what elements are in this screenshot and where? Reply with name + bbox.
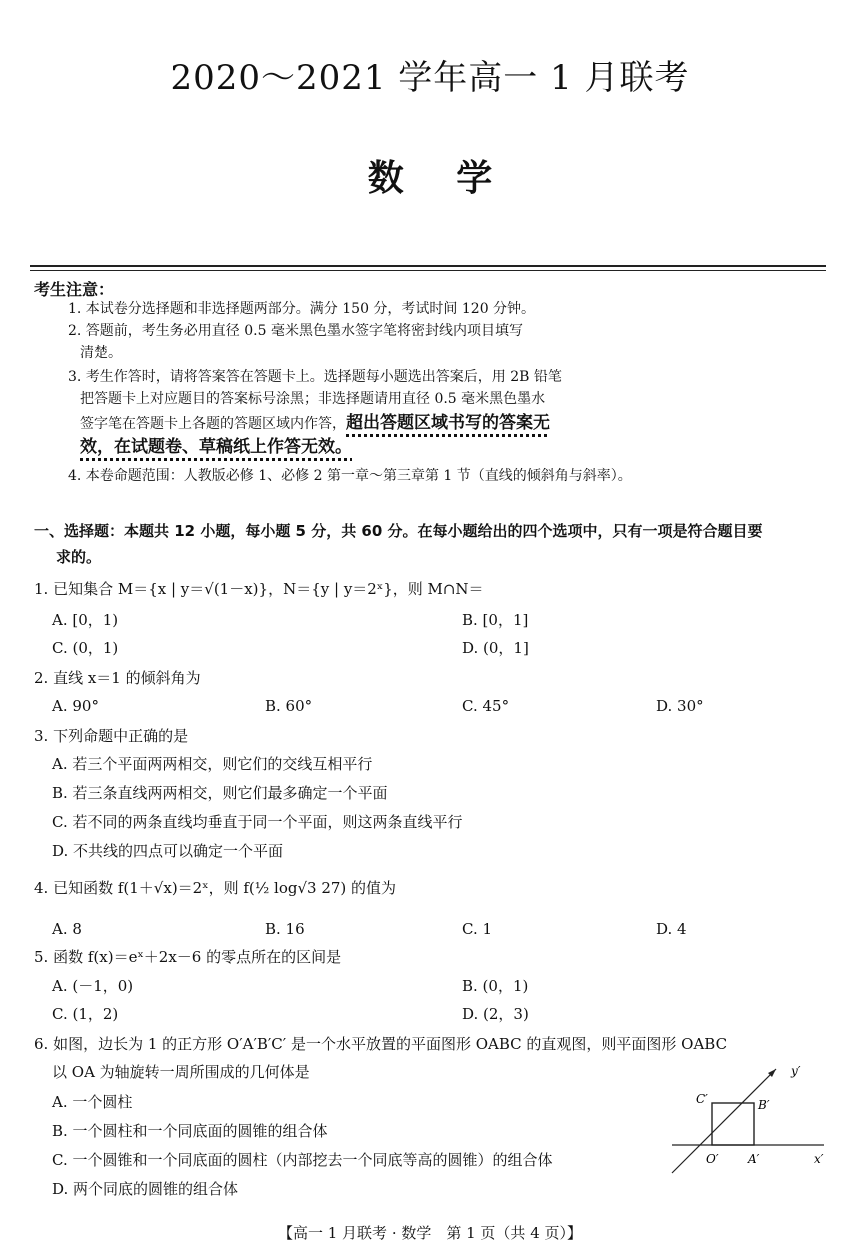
q4-option-a: A. 8 — [52, 920, 82, 938]
notice-item-1: 1. 本试卷分选择题和非选择题两部分。满分 150 分，考试时间 120 分钟。 — [68, 301, 536, 317]
subject-title: 数 学 — [367, 158, 493, 199]
notice-emphasis-1: 超出答题区域书写的答案无 — [346, 413, 550, 433]
q4-option-d: D. 4 — [656, 920, 687, 938]
oblique-diagram-figure — [664, 1063, 828, 1175]
notice-item-3-cont1: 把答题卡上对应题目的答案标号涂黑；非选择题请用直径 0.5 毫米黑色墨水 — [80, 391, 546, 407]
question-2-stem: 2. 直线 x＝1 的倾斜角为 — [34, 669, 201, 687]
q3-option-d: D. 不共线的四点可以确定一个平面 — [52, 842, 284, 860]
label-a: A′ — [748, 1152, 760, 1166]
q4-option-c: C. 1 — [462, 920, 493, 938]
y-axis — [672, 1069, 776, 1173]
notice-item-2: 2. 答题前，考生务必用直径 0.5 毫米黑色墨水签字笔将密封线内项目填写 — [68, 323, 523, 339]
notice-emphasis-2: 效，在试题卷、草稿纸上作答无效。 — [80, 437, 352, 457]
label-b: B′ — [758, 1098, 770, 1112]
q1-option-a: A. [0，1) — [52, 611, 119, 629]
section-heading: 一、选择题：本题共 12 小题，每小题 5 分，共 60 分。在每小题给出的四个选项中，只有一项是符合题目要 — [34, 522, 763, 540]
label-y: y′ — [791, 1064, 801, 1078]
q1-option-c: C. (0，1) — [52, 639, 119, 657]
question-4-stem: 4. 已知函数 f(1＋√x)＝2ˣ，则 f(½ log√3 27) 的值为 — [34, 879, 397, 897]
notice-item-3-cont2 — [80, 412, 550, 435]
q6-option-a: A. 一个圆柱 — [52, 1093, 133, 1111]
notice-item-4: 4. 本卷命题范围：人教版必修 1、必修 2 第一章～第三章第 1 节（直线的倾斜角与斜率）。 — [68, 468, 632, 484]
q5-option-c: C. (1，2) — [52, 1005, 119, 1023]
section-heading-cont: 求的。 — [56, 548, 102, 566]
q6-option-b: B. 一个圆柱和一个同底面的圆锥的组合体 — [52, 1122, 328, 1140]
question-6-stem: 6. 如图，边长为 1 的正方形 O′A′B′C′ 是一个水平放置的平面图形 OABC 的直观图，则平面图形 OABC — [34, 1035, 728, 1053]
question-6-stem-cont: 以 OA 为轴旋转一周所围成的几何体是 — [52, 1063, 310, 1081]
label-x: x′ — [814, 1152, 824, 1166]
q2-option-b: B. 60° — [265, 697, 313, 715]
q5-option-b: B. (0，1) — [462, 977, 529, 995]
notice-heading: 考生注意： — [34, 280, 115, 299]
q1-option-b: B. [0，1] — [462, 611, 529, 629]
q1-option-d: D. (0，1] — [462, 639, 529, 657]
q5-option-a: A. (－1，0) — [52, 977, 134, 995]
q2-option-c: C. 45° — [462, 697, 510, 715]
notice-item-2-cont: 清楚。 — [80, 345, 122, 361]
divider-line-thin — [30, 270, 826, 271]
q6-option-d: D. 两个同底的圆锥的组合体 — [52, 1180, 239, 1198]
q3-option-b: B. 若三条直线两两相交，则它们最多确定一个平面 — [52, 784, 388, 802]
divider-line — [30, 265, 826, 267]
q3-option-c: C. 若不同的两条直线均垂直于同一个平面，则这两条直线平行 — [52, 813, 463, 831]
exam-title: 2020～2021 学年高一 1 月联考 — [170, 58, 690, 98]
question-3-stem: 3. 下列命题中正确的是 — [34, 727, 189, 745]
question-5-stem: 5. 函数 f(x)＝eˣ＋2x－6 的零点所在的区间是 — [34, 948, 342, 966]
square-obabc — [712, 1103, 754, 1145]
q3-option-a: A. 若三个平面两两相交，则它们的交线互相平行 — [52, 755, 373, 773]
notice-item-3: 3. 考生作答时，请将答案答在答题卡上。选择题每小题选出答案后，用 2B 铅笔 — [68, 369, 562, 385]
label-o: O′ — [706, 1152, 719, 1166]
question-1-stem: 1. 已知集合 M＝{x | y＝√(1－x)}，N＝{y | y＝2ˣ}，则 M∩N＝ — [34, 580, 484, 598]
q2-option-d: D. 30° — [656, 697, 704, 715]
q2-option-a: A. 90° — [52, 697, 99, 715]
page-footer: 【高一 1 月联考 · 数学 第 1 页（共 4 页）】 — [277, 1224, 583, 1242]
q5-option-d: D. (2，3) — [462, 1005, 529, 1023]
q6-option-c: C. 一个圆锥和一个同底面的圆柱（内部挖去一个同底等高的圆锥）的组合体 — [52, 1151, 553, 1169]
q4-option-b: B. 16 — [265, 920, 305, 938]
notice-item-3-cont2-text: 签字笔在答题卡上各题的答题区域内作答， — [80, 416, 346, 432]
label-c: C′ — [696, 1092, 708, 1106]
